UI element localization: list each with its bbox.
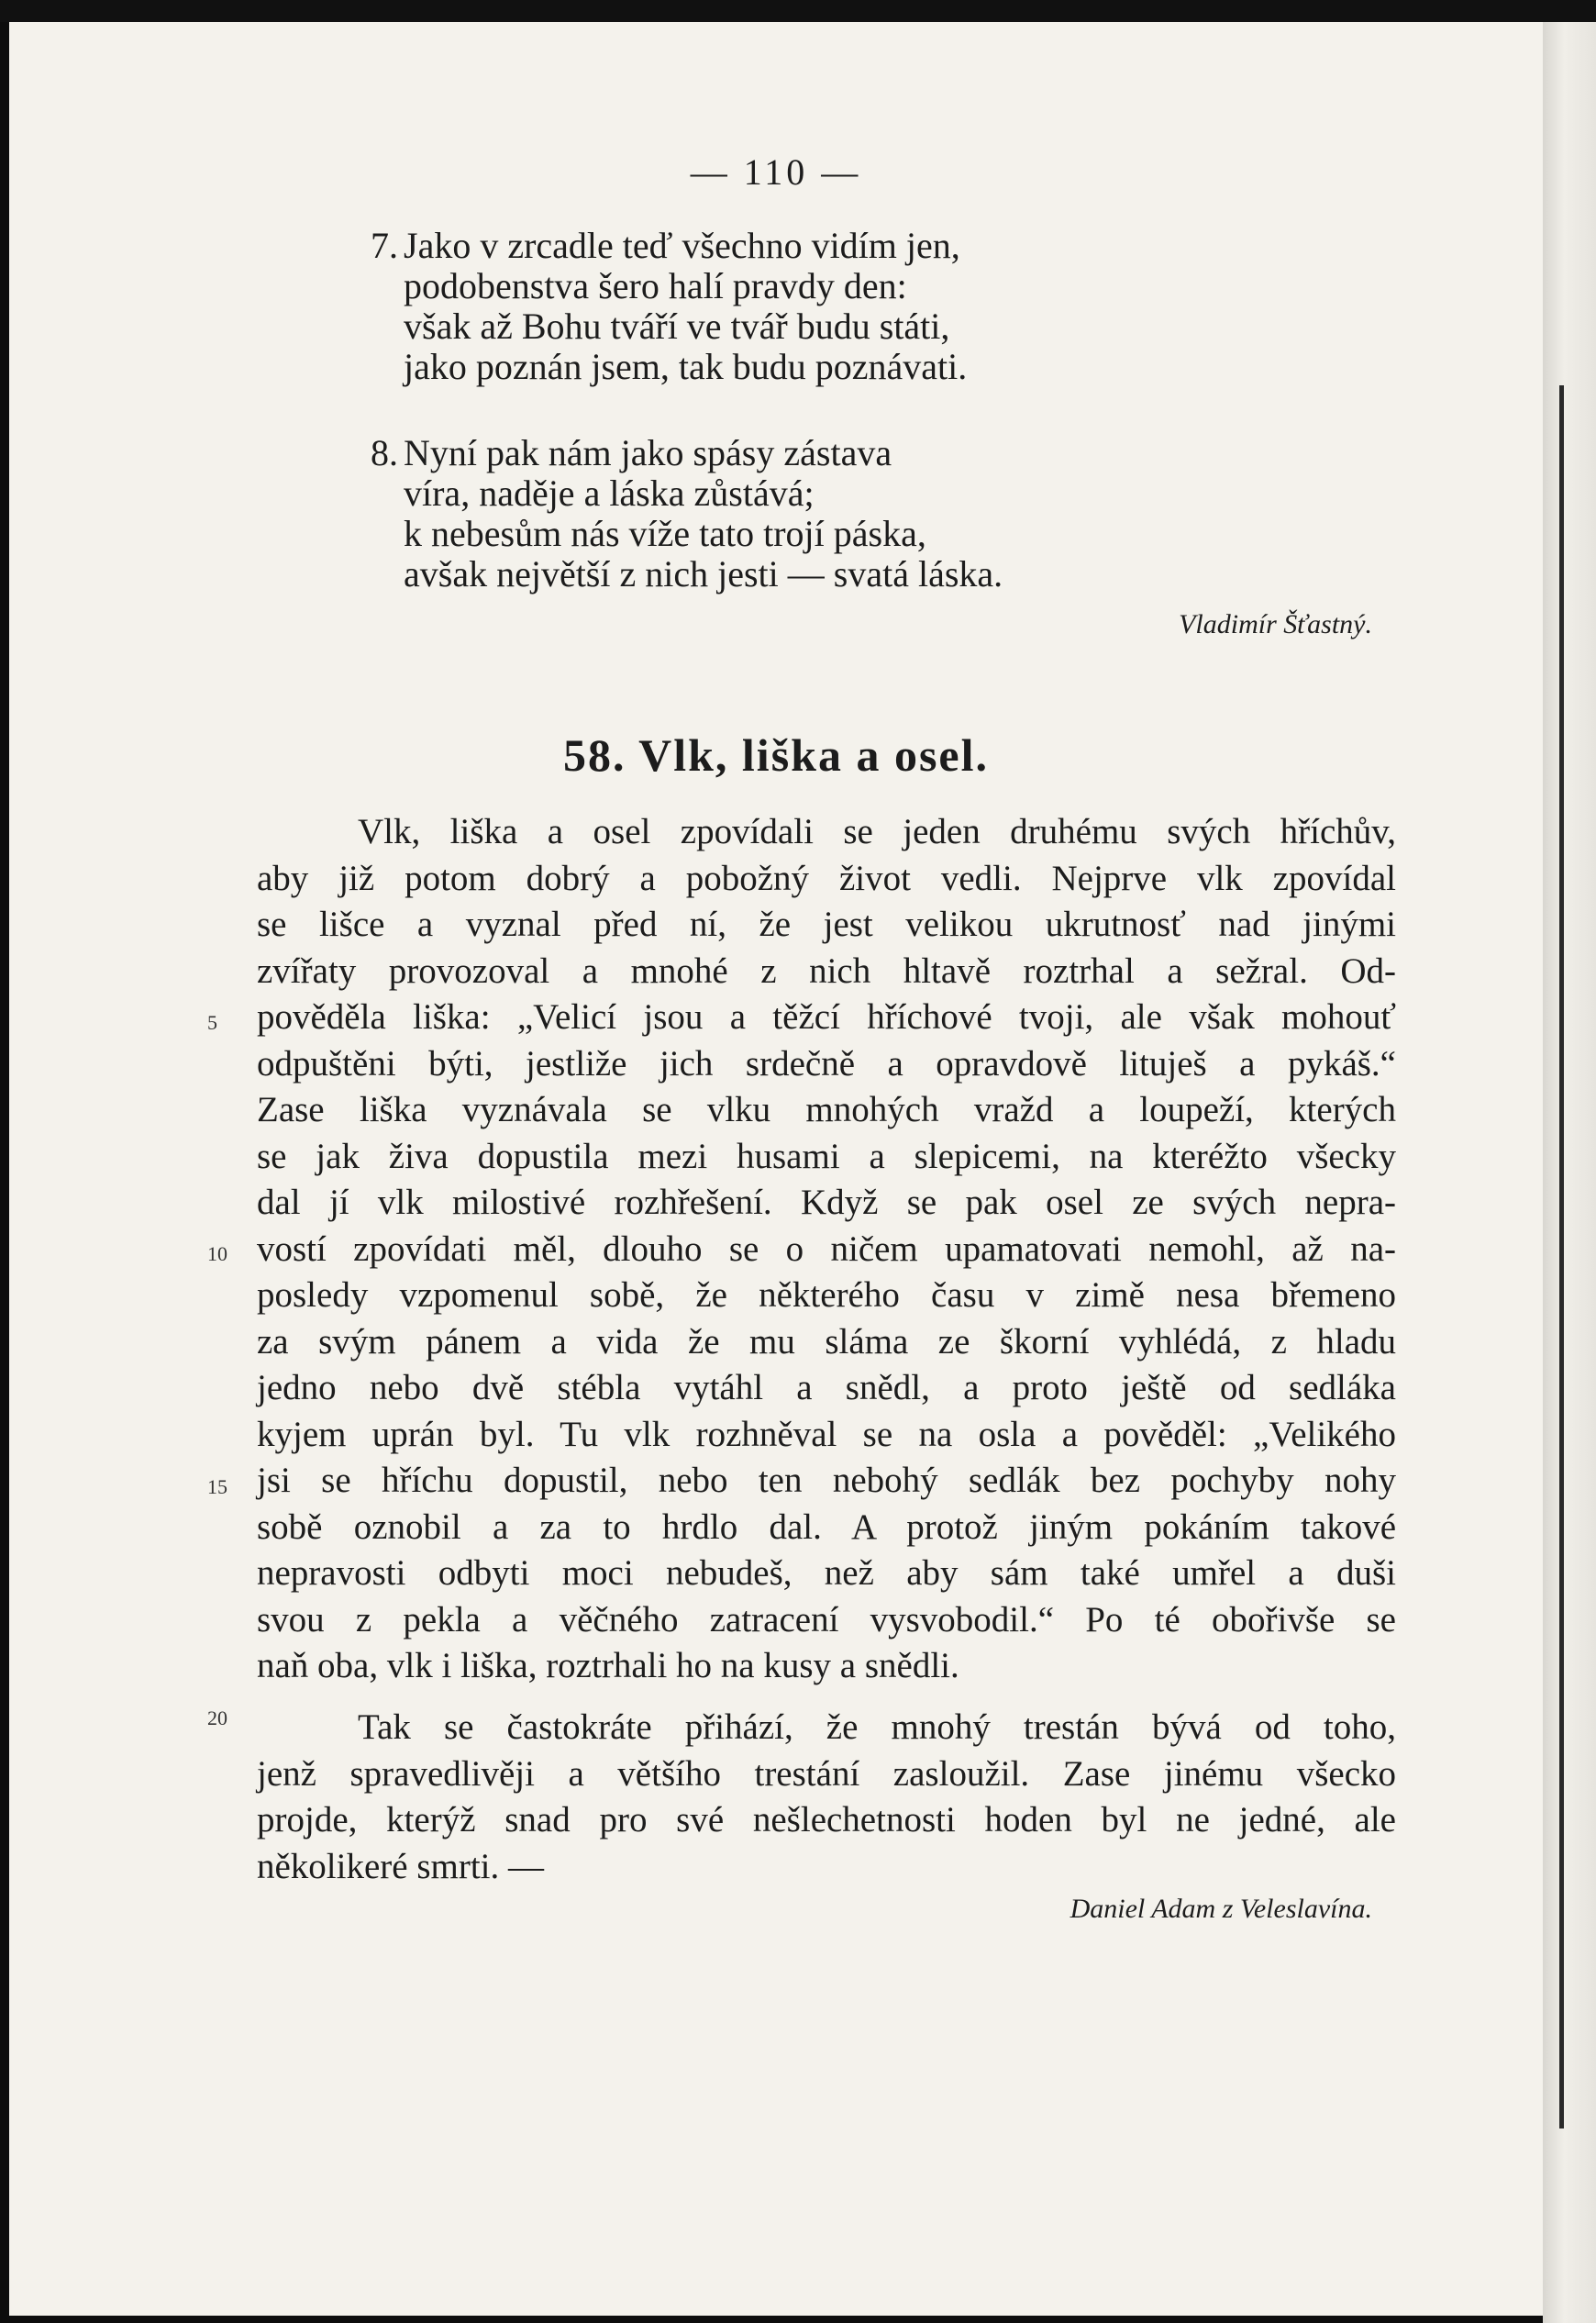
poem-line: k nebesům nás víže tato trojí páska,	[404, 513, 926, 554]
poem-line: však až Bohu tváří ve tvář budu státi,	[404, 306, 950, 347]
scan-top-border	[0, 0, 1596, 22]
text-line: zvířaty provozoval a mnohé z nich hltavě roztrhal a sežral. Od-	[257, 950, 1396, 991]
poem-author: Vladimír Šťastný.	[1179, 609, 1372, 639]
text-line: se jak živa dopustila mezi husami a slepicemi, na kteréžto všecky	[257, 1136, 1396, 1176]
text-line: jedno nebo dvě stébla vytáhl a snědl, a proto ještě od sedláka	[257, 1368, 1396, 1407]
poem-stanza-8	[371, 432, 1229, 595]
poem-line: jako poznán jsem, tak budu poznávati.	[404, 346, 968, 387]
text-line: posledy vzpomenul sobě, že některého času v zimě nesa břemeno	[257, 1275, 1396, 1315]
margin-line-number: 20	[207, 1706, 227, 1729]
margin-line-number: 10	[207, 1242, 227, 1265]
binding-edge-line	[1559, 385, 1564, 2128]
text-line: Vlk, liška a osel zpovídali se jeden druhému svých hříchův,	[358, 812, 1396, 851]
poem-line: avšak největší z nich jesti — svatá láska.	[404, 553, 1003, 595]
margin-line-number: 15	[207, 1475, 227, 1498]
text-line: se lišce a vyznal před ní, že jest velikou ukrutnosť nad jinými	[257, 905, 1396, 944]
text-line: nepravosti odbyti moci nebudeš, než aby sám také umřel a duši	[257, 1553, 1396, 1593]
story-paragraph-2	[257, 1705, 1396, 1890]
text-line: naň oba, vlk i liška, roztrhali ho na kusy a snědli.	[257, 1646, 959, 1685]
text-line: dal jí vlk milostivé rozhřešení. Když se pak osel ze svých nepra-	[257, 1183, 1396, 1222]
text-line: aby již potom dobrý a pobožný život vedli. Nejprve vlk zpovídal	[257, 858, 1396, 898]
text-line: kyjem uprán byl. Tu vlk rozhněval se na osla a pověděl: „Velikého	[257, 1414, 1396, 1454]
scan-right-edge	[1543, 22, 1596, 2323]
text-line: projde, kterýž snad pro své nešlechetnosti hoden byl ne jedné, ale	[257, 1800, 1396, 1840]
text-line: svou z pekla a věčného zatracení vysvobodil.“ Po té obořivše se	[257, 1599, 1396, 1639]
text-line: Zase liška vyznávala se vlku mnohých vražd a loupeží, kterých	[257, 1090, 1396, 1129]
story-paragraph-1	[257, 809, 1396, 1690]
text-line: jenž spravedlivěji a většího trestání zasloužil. Zase jinému všecko	[257, 1753, 1396, 1794]
poem-line: víra, naděje a láska zůstává;	[404, 472, 815, 514]
text-line: několikeré smrti. —	[257, 1846, 545, 1886]
margin-line-number: 5	[207, 1011, 217, 1034]
stanza-number: 8.	[371, 432, 398, 473]
stanza-number: 7.	[371, 225, 398, 266]
text-line: sobě oznobil a za to hrdlo dal. A protož jiným pokáním takové	[257, 1506, 1396, 1547]
text-line: vostí zpovídati měl, dlouho se o ničem upamatovati nemohl, až na-	[257, 1228, 1396, 1269]
text-line: pověděla liška: „Velicí jsou a těžcí hříchové tvoji, ale však mohouť	[257, 997, 1396, 1037]
story-title: 58. Vlk, liška a osel.	[563, 729, 989, 781]
text-line: jsi se hříchu dopustil, nebo ten nebohý sedlák bez pochyby nohy	[257, 1461, 1396, 1500]
poem-stanza-7	[371, 225, 1229, 387]
text-line: za svým pánem a vida že mu sláma ze škorní vyhlédá, z hladu	[257, 1321, 1396, 1362]
story-author: Daniel Adam z Veleslavína.	[1070, 1894, 1372, 1924]
poem-line: podobenstva šero halí pravdy den:	[404, 265, 907, 306]
poem-line: Jako v zrcadle teď všechno vidím jen,	[404, 225, 960, 266]
book-page	[9, 22, 1543, 2316]
poem-line: Nyní pak nám jako spásy zástava	[404, 432, 892, 473]
page-number: — 110 —	[690, 151, 862, 193]
text-line: Tak se častokráte přihází, že mnohý trestán bývá od toho,	[358, 1707, 1396, 1747]
text-line: odpuštěni býti, jestliže jich srdečně a opravdově lituješ a pykáš.“	[257, 1043, 1396, 1084]
